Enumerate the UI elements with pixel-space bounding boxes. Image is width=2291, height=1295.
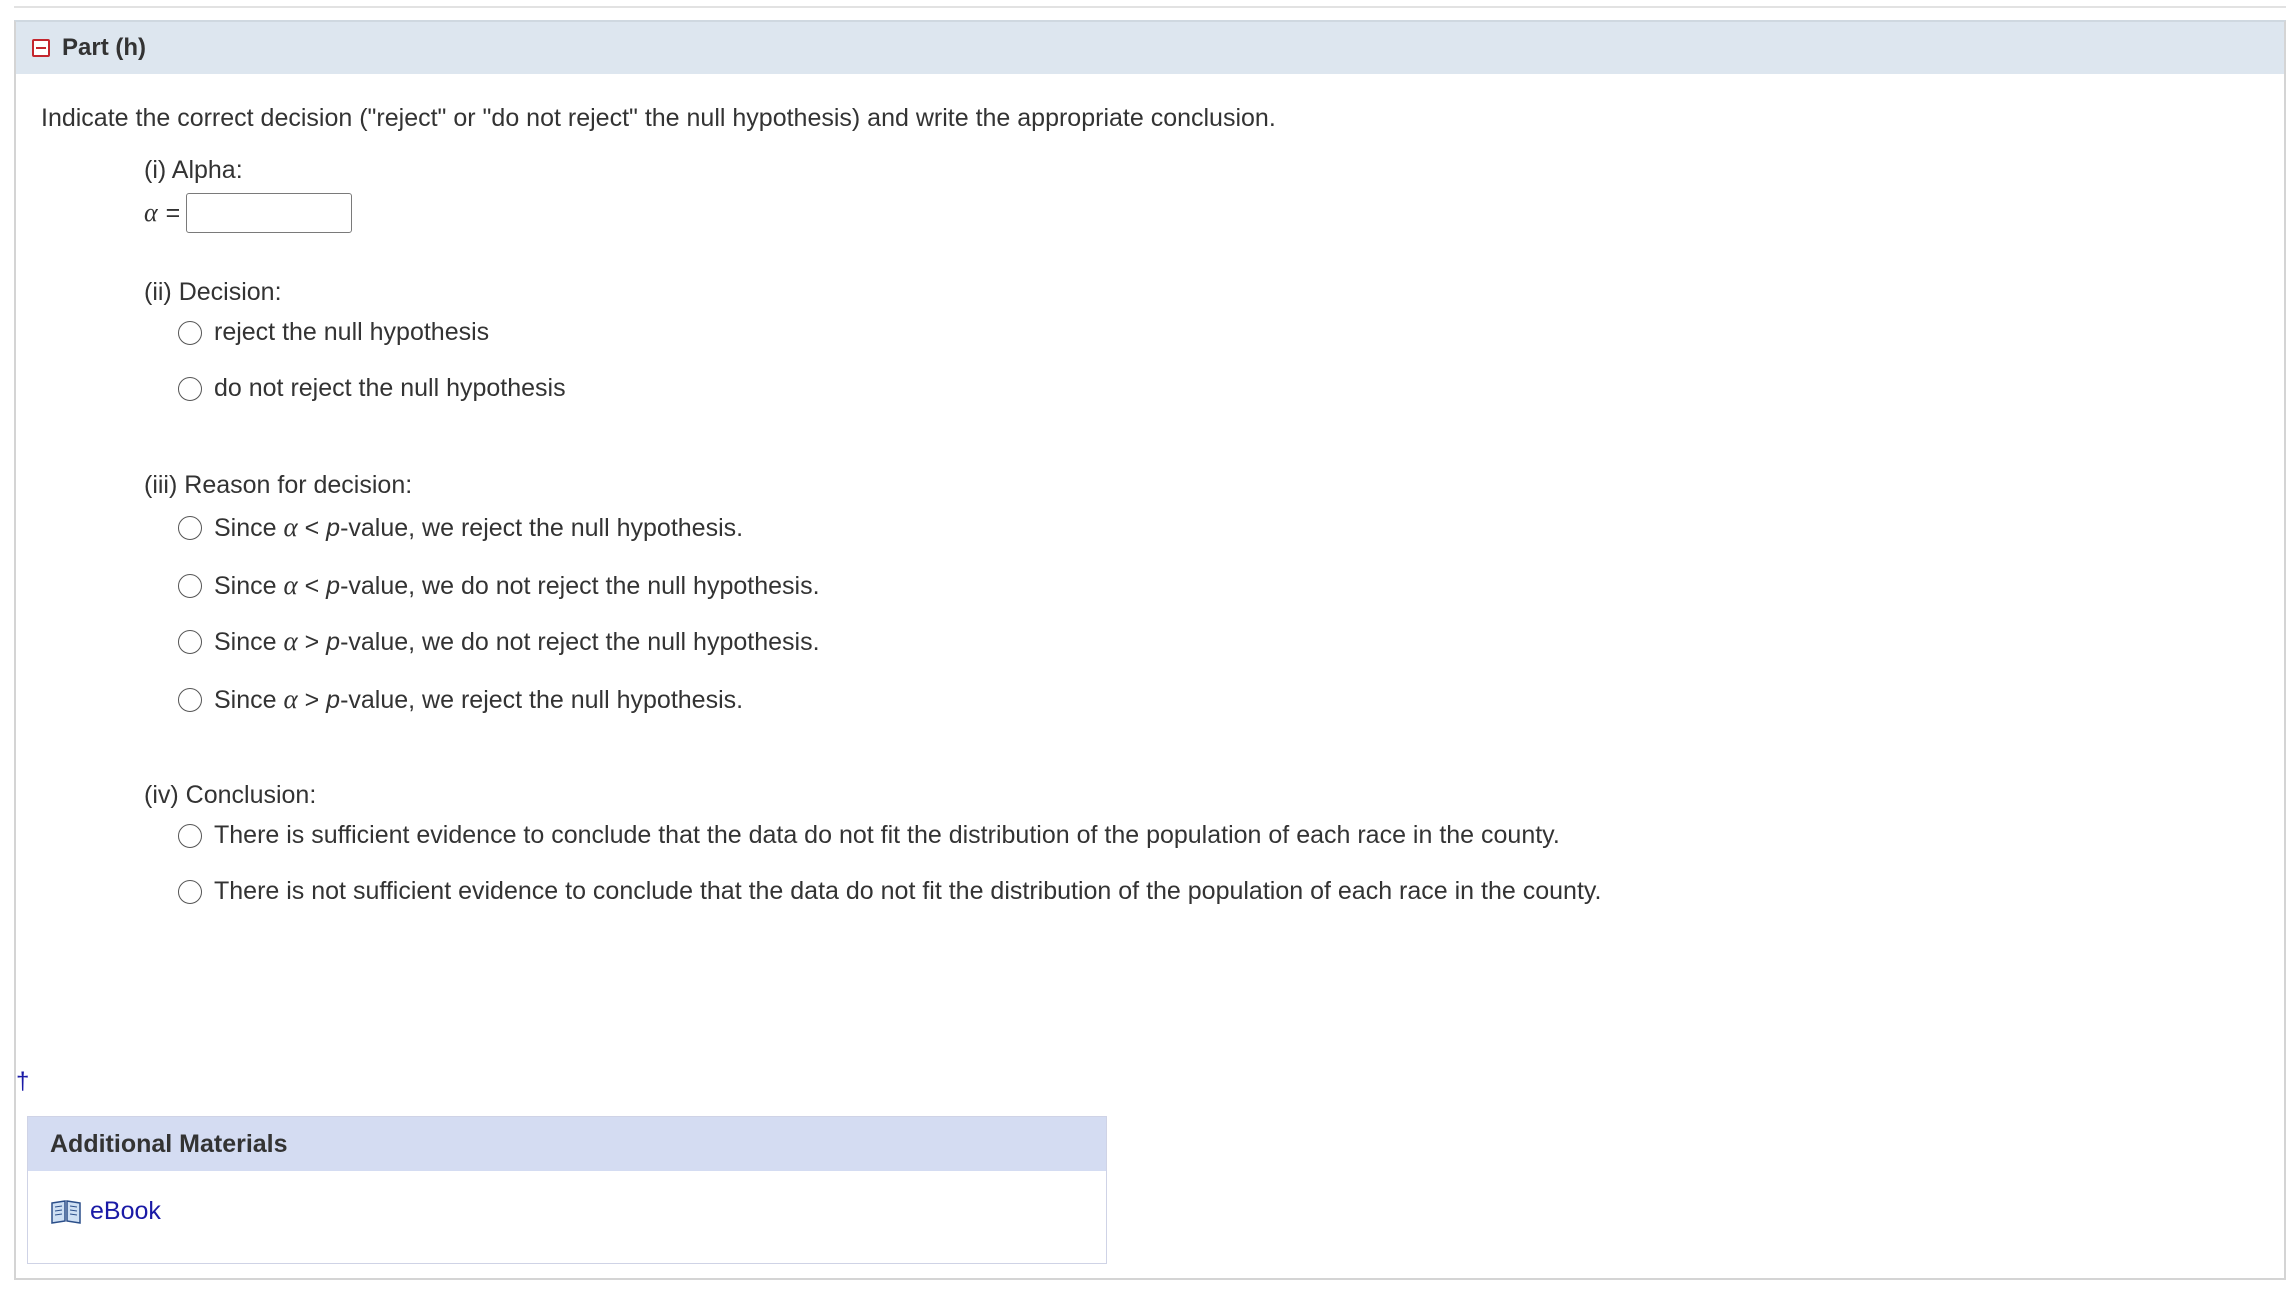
book-icon: [50, 1199, 82, 1225]
reason-option-3[interactable]: [178, 626, 820, 657]
conclusion-option-not-sufficient[interactable]: [178, 877, 1601, 906]
decision-option-reject[interactable]: [178, 318, 489, 347]
alpha-row: [144, 193, 352, 233]
reason-option-4[interactable]: [178, 684, 743, 715]
instruction-text: Indicate the correct decision ("reject" or "do not reject" the null hypothesis) and write the appropriate conclusion.: [41, 104, 1276, 132]
conclusion-option-label: There is sufficient evidence to conclude that the data do not fit the distribution of the population of each race in the county.: [214, 821, 1560, 849]
dagger-mark: †: [16, 1068, 30, 1095]
conclusion-option-sufficient[interactable]: [178, 821, 1560, 850]
minus-box-icon[interactable]: [32, 39, 50, 57]
radio-button[interactable]: [178, 377, 202, 401]
alpha-equals: =: [165, 198, 181, 227]
reason-option-label: Since α > p-value, we reject the null hypothesis.: [214, 684, 744, 714]
reason-option-label: Since α > p-value, we do not reject the null hypothesis.: [214, 626, 820, 656]
radio-button[interactable]: [178, 574, 202, 598]
alpha-label: (i) Alpha:: [144, 156, 243, 184]
decision-option-do-not-reject[interactable]: [178, 374, 566, 403]
decision-option-label: reject the null hypothesis: [214, 318, 490, 346]
top-divider: [14, 6, 2286, 8]
conclusion-option-label: There is not sufficient evidence to conclude that the data do not fit the distribution of the population of each race in the county.: [214, 877, 1602, 905]
ebook-link[interactable]: [50, 1197, 161, 1226]
additional-materials-title: Additional Materials: [28, 1117, 1106, 1171]
reason-option-2[interactable]: [178, 570, 820, 601]
radio-button[interactable]: [178, 688, 202, 712]
decision-option-label: do not reject the null hypothesis: [214, 374, 566, 402]
part-header: [16, 22, 2284, 74]
reason-label: (iii) Reason for decision:: [144, 471, 413, 499]
additional-materials-panel: [27, 1116, 1107, 1264]
reason-option-1[interactable]: [178, 512, 743, 543]
ebook-link-label: eBook: [90, 1197, 161, 1225]
alpha-symbol: α: [144, 198, 158, 227]
radio-button[interactable]: [178, 630, 202, 654]
radio-button[interactable]: [178, 824, 202, 848]
reason-option-label: Since α < p-value, we do not reject the null hypothesis.: [214, 570, 820, 600]
decision-label: (ii) Decision:: [144, 278, 282, 306]
alpha-input[interactable]: [186, 193, 352, 233]
conclusion-label: (iv) Conclusion:: [144, 781, 317, 809]
radio-button[interactable]: [178, 321, 202, 345]
radio-button[interactable]: [178, 880, 202, 904]
reason-option-label: Since α < p-value, we reject the null hypothesis.: [214, 512, 744, 542]
part-title: Part (h): [62, 34, 146, 61]
radio-button[interactable]: [178, 516, 202, 540]
